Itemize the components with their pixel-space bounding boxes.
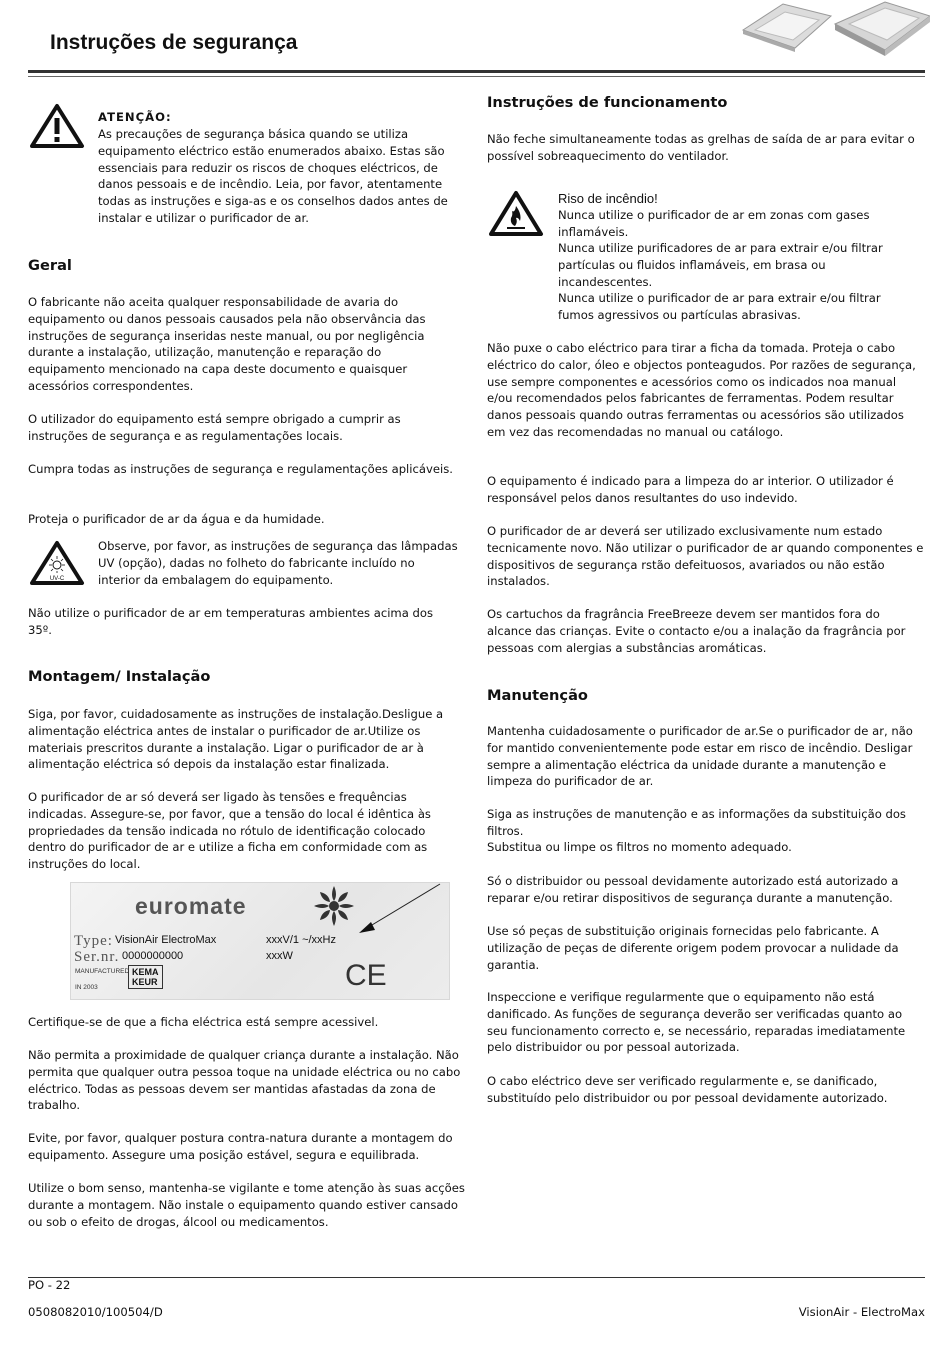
- montagem-paragraph: O purificador de ar só deverá ser ligado às tensões e frequências indicadas. Assegure-se, por favor, que a tensão do local é idêntica às propriedades da tensão indicada no rótulo de identificação colocado dentro do purificador de ar e utilize a ficha em conformidade com as instruções do local.: [28, 790, 431, 872]
- ce-mark: CE: [345, 959, 387, 992]
- section-heading-montagem: Montagem/ Instalação: [28, 668, 211, 685]
- arrow-pointer: [355, 880, 445, 945]
- montagem-paragraph: Evite, por favor, qualquer postura contra-natura durante a montagem do equipamento. Assegure uma posição estável, segura e equilibrada.: [28, 1131, 453, 1162]
- funcionamento-paragraph: O equipamento é indicado para a limpeza do ar interior. O utilizador é responsável pelos danos resultantes do uso indevido.: [487, 474, 894, 505]
- montagem-paragraph: Não permita a proximidade de qualquer criança durante a instalação. Não permita que qualquer outra pessoa toque na unidade eléctrica ou no cabo eléctrico. Todas as pessoas devem ser mantidas afastadas da zona de trabalho.: [28, 1048, 461, 1113]
- footer-rule: [28, 1277, 925, 1278]
- fire-warning-heading: Riso de incêndio!: [558, 191, 658, 206]
- document-code: 0508082010/100504/D: [28, 1305, 163, 1319]
- euromate-logo: euromate: [135, 893, 247, 919]
- fire-warning-line: Nunca utilize purificadores de ar para extrair e/ou filtrar partículas ou fluidos inflamáveis, em brasa ou incandescentes.: [558, 241, 883, 289]
- type-value: VisionAir ElectroMax: [115, 934, 217, 946]
- section-heading-manutencao: Manutenção: [487, 687, 588, 704]
- page-number: PO - 22: [28, 1278, 71, 1292]
- kema-keur-mark: [128, 965, 163, 989]
- page-title: Instruções de segurança: [50, 31, 298, 54]
- serial-value: 0000000000: [122, 950, 184, 962]
- header-rule-thin: [28, 76, 925, 77]
- warning-heading: ATENÇÃO:: [98, 110, 172, 124]
- manutencao-paragraph: Inspeccione e verifique regularmente que o equipamento não está danificado. As funções de segurança deverão ser verificadas quanto ao seu funcionamento correcto e, se necessário, reparadas imediatamente pelo distribuidor ou por pessoal autorizada.: [487, 990, 906, 1055]
- warning-icon: [29, 103, 85, 154]
- manutencao-paragraph: Substitua ou limpe os filtros no momento adequado.: [487, 840, 792, 854]
- ceiling-unit-illustration: [735, 0, 930, 68]
- temperature-text: Não utilize o purificador de ar em temperaturas ambientes acima dos 35º.: [28, 606, 433, 637]
- manutencao-paragraph: Mantenha cuidadosamente o purificador de ar.Se o purificador de ar, não for mantido convenientemente pode estar em risco de incêndio. Desligar sempre a alimentação eléctrica da unidade durante a manutenção e limpeza do purificador de ar.: [487, 724, 913, 789]
- manutencao-paragraph: Use só peças de substituição originais fornecidas pelo fabricante. A utilização de peças de diferente origem podem provocar a nulidade da garantia.: [487, 924, 899, 972]
- geral-paragraph: O utilizador do equipamento está sempre obrigado a cumprir as instruções de segurança e as regulamentações locais.: [28, 412, 401, 443]
- product-name: VisionAir - ElectroMax: [798, 1305, 925, 1319]
- manutencao-paragraph: Siga as instruções de manutenção e as informações da substituição dos filtros.: [487, 807, 906, 838]
- funcionamento-intro: Não feche simultaneamente todas as grelhas de saída de ar para evitar o possível sobreaquecimento do ventilador.: [487, 132, 915, 163]
- section-heading-funcionamento: Instruções de funcionamento: [487, 94, 728, 111]
- voltage-value: xxxV/1 ~/xxHz: [266, 934, 336, 946]
- uv-warning-icon: [29, 540, 85, 591]
- fire-warning-line: Nunca utilize o purificador de ar para extrair e/ou filtrar fumos agressivos ou partículas abrasivas.: [558, 291, 881, 322]
- fire-warning-line: Nunca utilize o purificador de ar em zonas com gases inflamáveis.: [558, 208, 870, 239]
- uv-icon-label: UV-C: [49, 576, 65, 582]
- kema-bottom: KEUR: [132, 977, 158, 987]
- uv-warning-text: Observe, por favor, as instruções de segurança das lâmpadas UV (opção), dadas no folheto do fabricante incluído no interior da embalagem do equipamento.: [98, 539, 458, 587]
- header-rule: [28, 70, 925, 73]
- fan-logo-icon: [311, 883, 357, 934]
- montagem-paragraph: Certifique-se de que a ficha eléctrica está sempre acessivel.: [28, 1015, 379, 1029]
- geral-paragraph: Cumpra todas as instruções de segurança e regulamentações aplicáveis.: [28, 462, 453, 476]
- serial-label: Ser.nr.: [74, 949, 120, 965]
- manufactured-label: MANUFACTURED: [75, 968, 130, 975]
- montagem-paragraph: Siga, por favor, cuidadosamente as instruções de instalação.Desligue a alimentação eléctrica antes de instalar o purificador de ar.Utilize os materiais prescritos durante a instalação. Ligar o purificador de ar à alimentação eléctrica só depois da instalação estar finalizada.: [28, 707, 444, 772]
- power-value: xxxW: [266, 950, 293, 962]
- montagem-paragraph: Utilize o bom senso, mantenha-se vigilante e tome atenção às suas acções durante a montagem. Não instale o equipamento quando estiver cansado ou sob o efeito de drogas, álcool ou medicamentos.: [28, 1181, 465, 1229]
- funcionamento-paragraph: Não puxe o cabo eléctrico para tirar a ficha da tomada. Proteja o cabo eléctrico do calor, óleo e objectos ponteagudos. Por razões de segurança, use sempre componentes e acessórios como os indicados noa manual e/ou recomendados pelos fabricantes de ferramentas. Podem resultar danos pessoais quando outras ferramentas ou acessórios são utilizados em vez das recomendadas no manual ou catálogo.: [487, 341, 916, 439]
- section-heading-geral: Geral: [28, 257, 72, 274]
- type-label: Type:: [74, 933, 113, 949]
- warning-text: As precauções de segurança básica quando se utiliza equipamento eléctrico estão enumerados abaixo. Estas são essenciais para reduzir os riscos de choques eléctricos, de danos pessoais e de incêndio. Leia, por favor, atentamente todas as instruções e siga-as e os conselhos dados antes de instalar e utilizar o purificador de ar.: [98, 127, 448, 225]
- product-image: [735, 0, 930, 68]
- geral-paragraph: Proteja o purificador de ar da água e da humidade.: [28, 512, 325, 526]
- funcionamento-paragraph: Os cartuchos da fragrância FreeBreeze devem ser mantidos fora do alcance das crianças. Evite o contacto e/ou a inalação da fragrância por pessoas com alergias a substâncias aromáticas.: [487, 607, 906, 655]
- fire-warning-icon: [488, 190, 544, 243]
- kema-top: KEMA: [132, 967, 159, 977]
- manutencao-paragraph: O cabo eléctrico deve ser verificado regularmente e, se danificado, substituído pelo distribuidor ou por pessoal devidamente autorizado.: [487, 1074, 888, 1105]
- geral-paragraph: O fabricante não aceita qualquer responsabilidade de avaria do equipamento ou danos pessoais causados pela não observância das instruções de segurança inseridas neste manual, ou por negligência durante a instalação, utilização, manutenção e reparação do equipamento mencionado na capa deste documento e quaisquer acessórios correspondentes.: [28, 295, 426, 393]
- funcionamento-paragraph: O purificador de ar deverá ser utilizado exclusivamente num estado tecnicamente novo. Não utilizar o purificador de ar quando componentes e dispositivos de segurança rstão defeituosos, avariados ou não estão instalados.: [487, 524, 924, 589]
- manutencao-paragraph: Só o distribuidor ou pessoal devidamente autorizado está autorizado a reparar e/ou retirar dispositivos de segurança durante a manutenção.: [487, 874, 899, 905]
- manufactured-year: IN 2003: [75, 984, 98, 991]
